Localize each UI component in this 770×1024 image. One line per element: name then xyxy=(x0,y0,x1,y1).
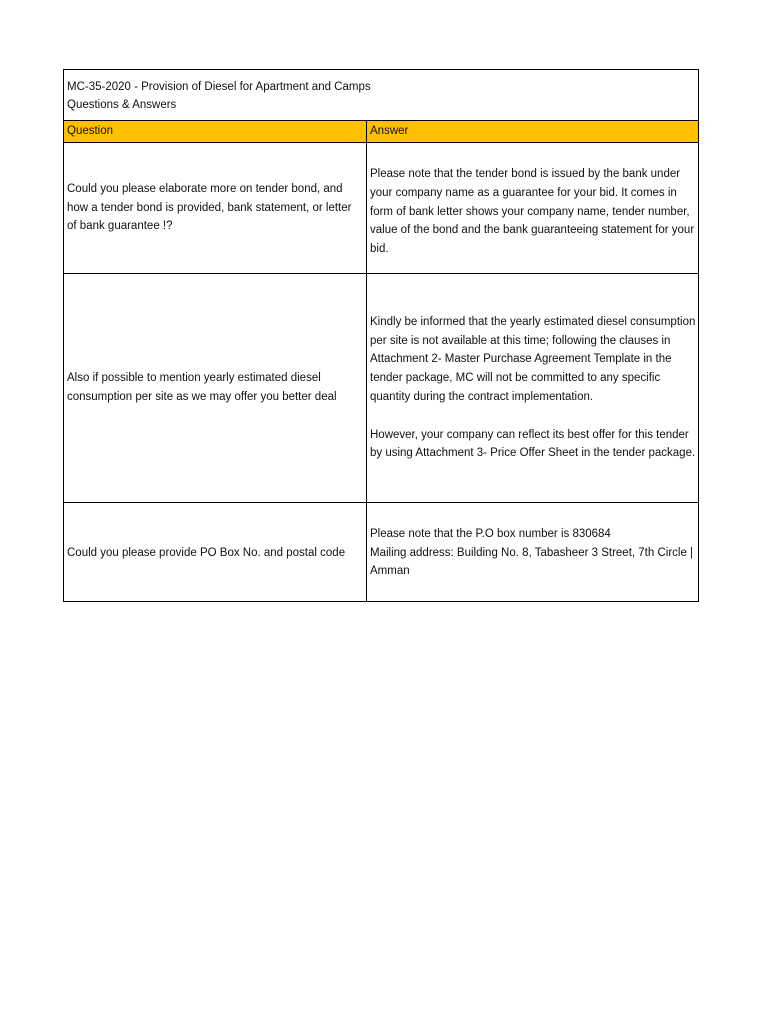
question-cell xyxy=(64,274,367,502)
title-block xyxy=(64,70,698,121)
question-text: Could you please elaborate more on tender bond, and how a tender bond is provided, bank statement, or letter of bank guarantee !? xyxy=(67,182,352,233)
question-text: Could you please provide PO Box No. and postal code xyxy=(67,546,346,559)
answer-text: Mailing address: Building No. 8, Tabasheer 3 Street, 7th Circle | Amman xyxy=(370,546,694,578)
document-title: MC-35-2020 - Provision of Diesel for Apartment and Camps xyxy=(67,81,371,93)
answer-column-header: Answer xyxy=(370,125,409,137)
question-text: Also if possible to mention yearly estimated diesel consumption per site as we may offer you better deal xyxy=(67,372,337,403)
table-row xyxy=(64,143,698,274)
question-cell xyxy=(64,143,367,273)
document-subtitle: Questions & Answers xyxy=(67,99,177,111)
answer-text: Kindly be informed that the yearly estimated diesel consumption per site is not available at this time; following the clauses in Attachment 2- Master Purchase Agreement Template in the tender package, MC will not be committed to any specific quantity during the contract implementation. xyxy=(370,315,696,403)
table-row xyxy=(64,274,698,503)
qa-sheet xyxy=(63,69,699,602)
table-row xyxy=(64,503,698,601)
answer-cell xyxy=(367,274,698,502)
question-column-header: Question xyxy=(64,121,367,142)
table-header-row xyxy=(64,121,698,143)
answer-text: Please note that the P.O box number is 830684 xyxy=(370,527,611,540)
question-cell xyxy=(64,503,367,601)
answer-text: Please note that the tender bond is issued by the bank under your company name as a guarantee for your bid. It comes in form of bank letter shows your company name, tender number, value of the bond and the bank guaranteeing statement for your bid. xyxy=(370,168,695,256)
answer-text: However, your company can reflect its best offer for this tender by using Attachment 3- Price Offer Sheet in the tender package. xyxy=(370,428,696,460)
answer-cell xyxy=(367,143,698,273)
answer-cell xyxy=(367,503,698,601)
